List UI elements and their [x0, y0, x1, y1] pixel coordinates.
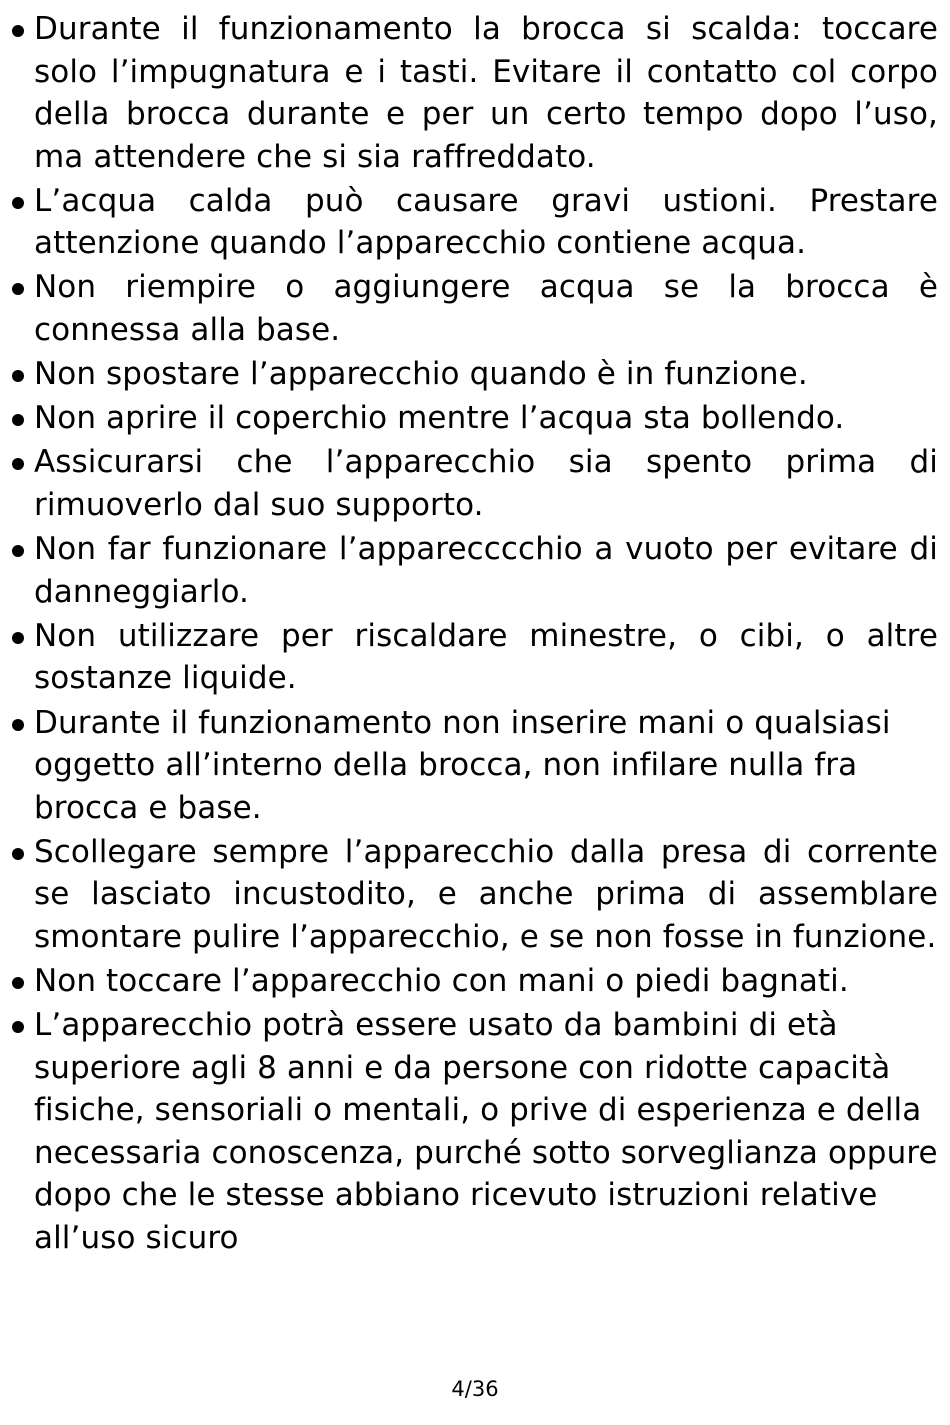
list-item — [12, 353, 938, 396]
list-item — [12, 702, 938, 830]
bullet-icon — [12, 414, 24, 426]
bullet-icon — [12, 458, 24, 470]
bullet-icon — [12, 848, 24, 860]
bullet-icon — [12, 545, 24, 557]
list-item-text: L’acqua calda può causare gravi ustioni. Prestare attenzione quando l’apparecchio contiene acqua. — [34, 182, 938, 262]
bullet-icon — [12, 197, 24, 209]
list-item-text: Non far funzionare l’apparecccchio a vuoto per evitare di danneggiarlo. — [34, 531, 938, 610]
list-item-text: Durante il funzionamento non inserire mani o qualsiasi oggetto all’interno della brocca, non infilare nulla fra brocca e base. — [34, 704, 891, 826]
list-item — [12, 397, 938, 440]
bullet-icon — [12, 25, 24, 37]
list-item-text: Non aprire il coperchio mentre l’acqua sta bollendo. — [34, 400, 845, 437]
list-item — [12, 831, 938, 959]
page-number: 4/36 — [451, 1377, 499, 1401]
safety-instructions-list — [12, 8, 938, 1261]
bullet-icon — [12, 632, 24, 644]
list-item-text: Durante il funzionamento la brocca si scalda: toccare solo l’impugnatura e i tasti. Evitare il contatto col corpo della brocca durante e per un certo tempo dopo l’uso, ma attendere che si sia raffreddato. — [34, 11, 938, 175]
list-item-text: Scollegare sempre l’apparecchio dalla presa di corrente se lasciato incustodito, e anche prima di assemblare smontare pulire l’apparecchio, e se non fosse in funzione. — [34, 833, 938, 955]
list-item — [12, 8, 938, 178]
list-item — [12, 1004, 938, 1259]
list-item-text: Non utilizzare per riscaldare minestre, o cibi, o altre sostanze liquide. — [34, 617, 938, 697]
list-item — [12, 180, 938, 265]
bullet-icon — [12, 719, 24, 731]
bullet-icon — [12, 977, 24, 989]
list-item — [12, 266, 938, 351]
bullet-icon — [12, 283, 24, 295]
bullet-icon — [12, 1021, 24, 1033]
bullet-icon — [12, 370, 24, 382]
list-item — [12, 528, 938, 613]
list-item — [12, 441, 938, 526]
list-item-text: Non spostare l’apparecchio quando è in funzione. — [34, 356, 808, 393]
list-item-text: Assicurarsi che l’apparecchio sia spento prima di rimuoverlo dal suo supporto. — [34, 444, 938, 523]
list-item — [12, 615, 938, 700]
list-item-text: Non riempire o aggiungere acqua se la brocca è connessa alla base. — [34, 269, 938, 348]
list-item — [12, 960, 938, 1003]
list-item-text: Non toccare l’apparecchio con mani o piedi bagnati. — [34, 962, 849, 999]
list-item-text: L’apparecchio potrà essere usato da bambini di età superiore agli 8 anni e da persone con ridotte capacità fisiche, sensoriali o mentali, o prive di esperienza e della necessaria conoscenza, purché sotto sorveglianza oppure dopo che le stesse abbiano ricevuto istruzioni relative all’uso sicuro — [34, 1007, 938, 1256]
